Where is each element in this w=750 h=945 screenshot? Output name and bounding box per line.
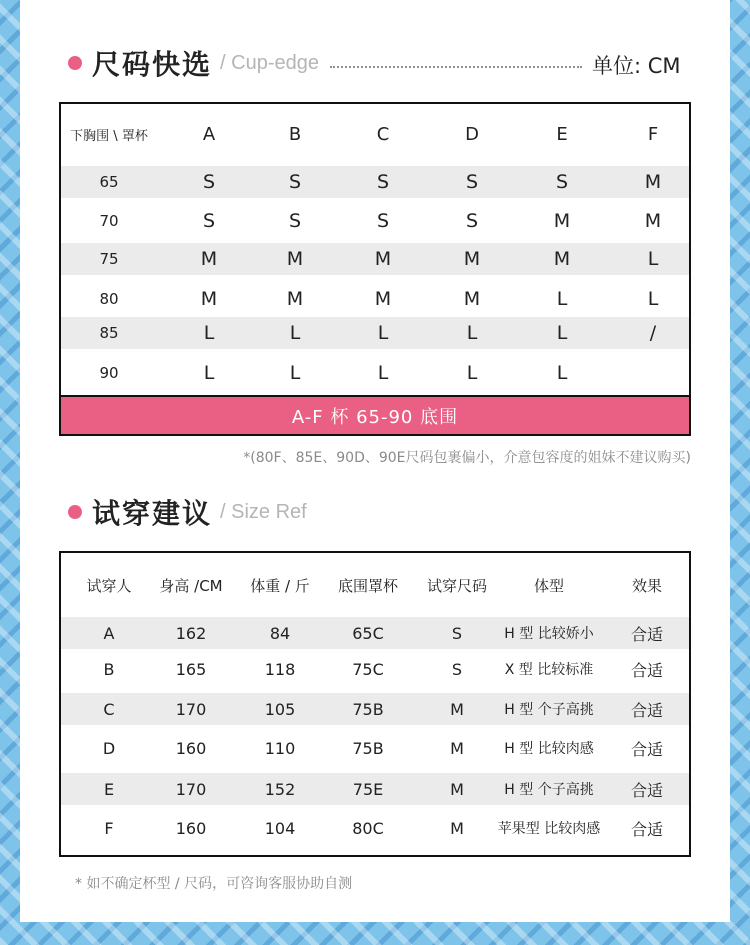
size-cell: L	[289, 322, 301, 344]
fitting-cell: B	[103, 659, 115, 679]
fitting-cell: 75B	[352, 738, 384, 758]
section-header-cup	[68, 43, 319, 83]
size-table-row	[61, 317, 689, 349]
fitting-cell: 合适	[630, 660, 663, 680]
size-cell: M	[200, 248, 218, 270]
bullet-dot-icon	[68, 56, 82, 70]
fitting-cell: 170	[175, 779, 207, 799]
fitting-table	[59, 551, 691, 857]
band-cell: 75	[99, 250, 119, 268]
fitting-cell: F	[104, 818, 114, 838]
band-cell: 90	[99, 364, 119, 382]
fitting-cell: 152	[264, 779, 296, 799]
size-cell: M	[553, 210, 571, 232]
size-cell: L	[647, 288, 659, 310]
size-cell: M	[463, 288, 481, 310]
fitting-cell: S	[451, 623, 463, 643]
fitting-header: 效果	[631, 576, 662, 595]
section-header-ref	[68, 492, 307, 532]
size-cell: L	[556, 288, 568, 310]
size-cell: S	[555, 171, 569, 193]
size-cell: L	[466, 322, 478, 344]
size-cell: S	[202, 210, 216, 232]
size-cell	[623, 353, 683, 393]
fitting-table-header	[61, 565, 689, 605]
size-cell: M	[644, 210, 662, 232]
size-cell: L	[289, 362, 301, 384]
size-chart-card	[20, 0, 730, 922]
size-note: *(80F、85E、90D、90E尺码包裹偏小，介意包容度的姐妹不建议购买)	[243, 450, 691, 466]
fitting-header: 试穿人	[86, 576, 132, 595]
fitting-cell: H 型 比较肉感	[504, 741, 594, 757]
size-cell: S	[465, 171, 479, 193]
size-cell: S	[376, 171, 390, 193]
section-title-ref: 试穿建议	[92, 497, 213, 530]
size-cell: L	[556, 322, 568, 344]
size-cell: S	[202, 171, 216, 193]
fitting-cell: 苹果型 比较肉感	[497, 821, 601, 837]
cup-header: A	[202, 123, 216, 145]
size-cell: S	[376, 210, 390, 232]
fitting-cell: 170	[175, 699, 207, 719]
size-cell: M	[374, 288, 392, 310]
corner-header: 下胸围 \ 罩杯	[70, 128, 148, 144]
fitting-cell: 105	[264, 699, 296, 719]
fitting-cell: 65C	[352, 623, 384, 643]
size-cell: L	[556, 362, 568, 384]
fitting-header: 试穿尺码	[426, 576, 487, 595]
size-cell: M	[374, 248, 392, 270]
cup-header: D	[465, 123, 479, 145]
fitting-cell: S	[451, 659, 463, 679]
size-cell: M	[200, 288, 218, 310]
fitting-cell: M	[450, 699, 464, 719]
fitting-note: * 如不确定杯型 / 尺码，可咨询客服协助自测	[75, 876, 353, 892]
size-table	[59, 102, 691, 436]
fitting-header: 体重 / 斤	[250, 576, 310, 595]
size-cell: M	[463, 248, 481, 270]
size-cell: L	[647, 248, 659, 270]
size-cell: S	[288, 210, 302, 232]
fitting-cell: 160	[175, 818, 207, 838]
size-range-banner: A-F 杯 65-90 底围	[61, 395, 689, 434]
fitting-cell: 162	[175, 623, 207, 643]
fitting-cell: H 型 个子高挑	[504, 702, 594, 718]
size-cell: L	[203, 362, 215, 384]
fitting-cell: 合适	[630, 819, 663, 839]
fitting-cell: H 型 个子高挑	[504, 782, 594, 798]
fitting-cell: 104	[264, 818, 296, 838]
fitting-header: 身高 /CM	[159, 576, 223, 595]
bullet-dot-icon	[68, 505, 82, 519]
fitting-cell: D	[102, 738, 116, 758]
section-subtitle-cup: / Cup-edge	[220, 51, 319, 74]
fitting-cell: 160	[175, 738, 207, 758]
fitting-cell: E	[103, 779, 115, 799]
size-table-row	[61, 166, 689, 198]
fitting-cell: 80C	[352, 818, 384, 838]
fitting-table-row	[61, 727, 689, 769]
size-cell: L	[203, 322, 215, 344]
fitting-cell: 118	[264, 659, 296, 679]
band-cell: 80	[99, 290, 119, 308]
size-table-row	[61, 279, 689, 319]
fitting-cell: 75E	[352, 779, 384, 799]
fitting-cell: 75C	[352, 659, 384, 679]
size-cell: M	[553, 248, 571, 270]
unit-label: 单位: CM	[592, 54, 681, 78]
size-table-row	[61, 243, 689, 275]
fitting-cell: 84	[269, 623, 291, 643]
fitting-cell: 合适	[630, 780, 663, 800]
band-cell: 85	[99, 324, 119, 342]
size-cell: L	[377, 362, 389, 384]
size-cell: S	[465, 210, 479, 232]
cup-header: F	[647, 123, 659, 145]
fitting-table-row	[61, 649, 689, 689]
fitting-cell: 合适	[630, 624, 663, 644]
section-title-cup: 尺码快选	[92, 48, 213, 81]
fitting-cell: 75B	[352, 699, 384, 719]
fitting-header: 底围罩杯	[337, 576, 398, 595]
size-table-row	[61, 201, 689, 241]
cup-header: B	[288, 123, 302, 145]
fitting-table-row	[61, 805, 689, 851]
fitting-cell: 110	[264, 738, 296, 758]
size-cell: S	[288, 171, 302, 193]
fitting-cell: M	[450, 738, 464, 758]
fitting-cell: 合适	[630, 739, 663, 759]
fitting-cell: 165	[175, 659, 207, 679]
fitting-cell: M	[450, 818, 464, 838]
fitting-table-row	[61, 773, 689, 805]
fitting-cell: C	[103, 699, 115, 719]
fitting-cell: 合适	[630, 700, 663, 720]
size-cell: L	[466, 362, 478, 384]
size-cell: /	[649, 322, 657, 344]
fitting-cell: A	[103, 623, 115, 643]
fitting-table-row	[61, 617, 689, 649]
section-subtitle-ref: / Size Ref	[220, 500, 307, 523]
cup-header: E	[556, 123, 568, 145]
band-cell: 65	[99, 173, 119, 191]
dotted-divider	[330, 66, 582, 68]
band-cell: 70	[99, 212, 119, 230]
size-table-header	[61, 114, 689, 154]
size-cell: M	[286, 288, 304, 310]
size-table-row	[61, 353, 689, 393]
size-cell: L	[377, 322, 389, 344]
fitting-header: 体型	[533, 576, 564, 595]
fitting-cell: H 型 比较娇小	[504, 626, 594, 642]
fitting-cell: X 型 比较标准	[504, 662, 594, 678]
cup-header: C	[376, 123, 390, 145]
fitting-table-row	[61, 693, 689, 725]
fitting-cell: M	[450, 779, 464, 799]
size-cell: M	[644, 171, 662, 193]
size-cell: M	[286, 248, 304, 270]
